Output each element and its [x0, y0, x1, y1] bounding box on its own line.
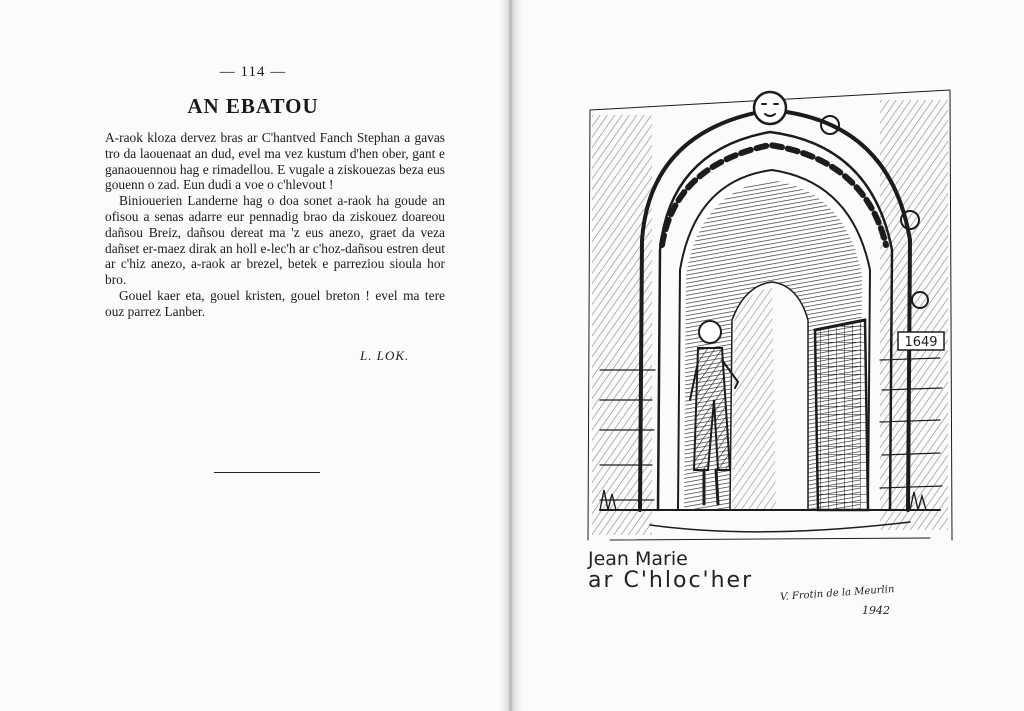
paragraph: A-raok kloza dervez bras ar C'hantved Fanch Stephan a gavas tro da laouenaat an dud, evel ma vez kustum d'hen ober, gant e ganaouennou hag e rimadellou. E vugale a ziskouezas beza eus gouenn o zad. Eun dudi a voe o c'hlevout !: [105, 130, 445, 193]
artist-name: Jean Marie: [588, 548, 688, 570]
right-page: [510, 0, 1024, 711]
author-signature: L. LOK.: [360, 348, 410, 363]
handwritten-year: 1942: [862, 604, 890, 617]
artist-place: ar C'hloc'her: [588, 568, 754, 593]
date-carving: 1649: [904, 335, 938, 350]
page-number: — 114 —: [219, 64, 287, 80]
article-title: AN EBATOU: [187, 94, 319, 118]
artist-signature: [588, 548, 753, 592]
handwritten-note: V. Frotin de la Meurlin: [779, 584, 895, 603]
paragraph: Biniouerien Landerne hag o doa sonet a-raok ha goude an ofisou a senas adarre eur pennadig brao da ziskouez doareou dañsou Breiz, dañsou dereat ma 'z eus anezo, graet da veza dañset er-maez dirak an holl e-lec'h ar c'hoz-dañsou estren deut ar c'hiz anezo, a-raok ar brezel, betek e parreziou sioula hor bro.: [105, 193, 445, 288]
article-body: [105, 130, 445, 320]
paragraph: Gouel kaer eta, gouel kristen, gouel breton ! evel ma tere ouz parrez Lanber.: [105, 287, 445, 319]
left-page: [0, 0, 506, 711]
section-rule: [214, 472, 320, 473]
church-porch-illustration: [580, 70, 960, 630]
